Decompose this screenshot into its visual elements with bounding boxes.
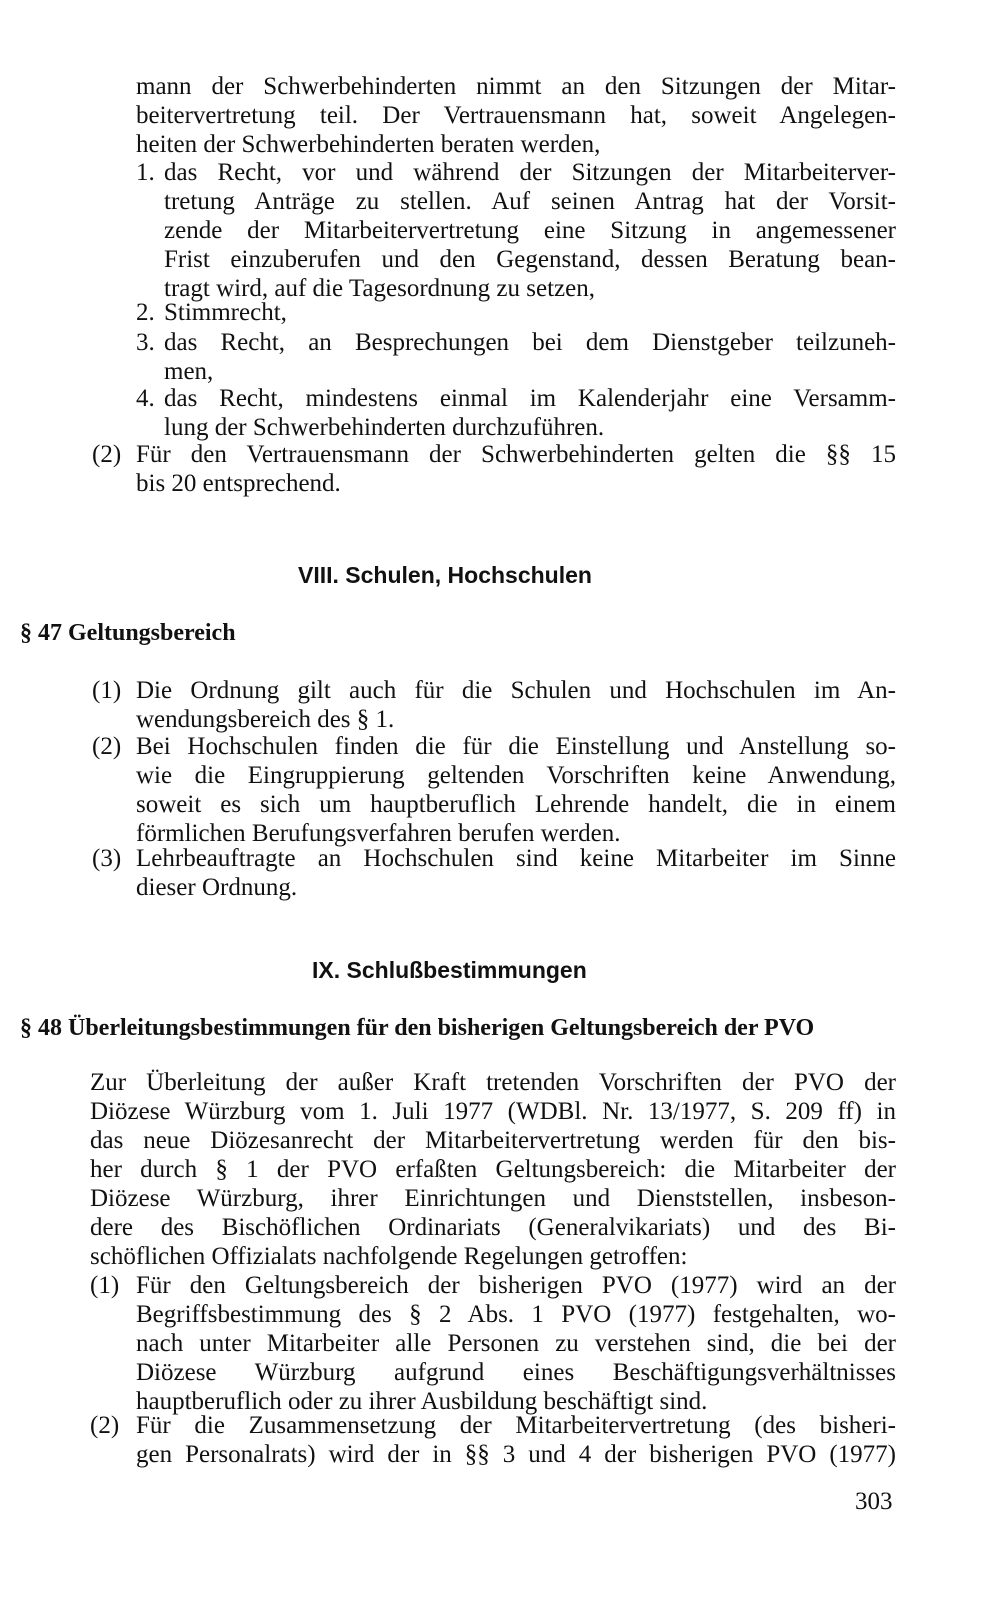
text-line: Für den Vertrauensmann der Schwerbehinderten gelten die §§ 15 [136,441,896,468]
item-number: 3. [136,329,155,356]
list-item [164,328,896,386]
list-item [164,158,896,303]
text-line: wendungsbereich des § 1. [136,706,395,733]
text-line: hauptberuflich oder zu ihrer Ausbildung beschäftigt sind. [136,1388,708,1415]
text-line: förmlichen Berufungsverfahren berufen werden. [136,820,621,847]
text-line: Stimmrecht, [164,299,287,326]
paragraph [136,1271,896,1416]
paragraph-number: (2) [92,441,122,468]
paragraph [136,844,896,902]
paragraph [90,1068,896,1271]
text-line: dere des Bischöflichen Ordinariats (Generalvikariats) und des Bi- [90,1214,896,1241]
text-line: das Recht, an Besprechungen bei dem Dienstgeber teilzuneh- [164,329,896,356]
intro-paragraph [136,72,896,159]
paragraph-number: (1) [92,677,122,704]
text-line: das Recht, vor und während der Sitzungen der Mitarbeiterver- [164,159,896,186]
paragraph [136,676,896,734]
list-item [164,384,896,442]
text-line: bis 20 entsprechend. [136,470,341,497]
text-line: Diözese Würzburg vom 1. Juli 1977 (WDBl. Nr. 13/1977, S. 209 ff) in [90,1098,896,1125]
text-line: dieser Ordnung. [136,874,298,901]
text-line: Frist einzuberufen und den Gegenstand, dessen Beratung bean- [164,246,896,273]
paragraph-title: § 47 Geltungsbereich [20,620,236,646]
text-line: Begriffsbestimmung des § 2 Abs. 1 PVO (1977) festgehalten, wo- [136,1301,896,1328]
paragraph-number: (1) [90,1272,120,1299]
text-line: schöflichen Offizialats nachfolgende Regelungen getroffen: [90,1243,688,1270]
text-line: wie die Eingruppierung geltenden Vorschriften keine Anwendung, [136,762,896,789]
text-line: tretung Anträge zu stellen. Auf seinen Antrag hat der Vorsit- [164,188,896,215]
text-line: das Recht, mindestens einmal im Kalenderjahr eine Versamm- [164,385,896,412]
text-line: mann der Schwerbehinderten nimmt an den Sitzungen der Mitar- [136,73,896,100]
list-item [164,298,896,327]
text-line: soweit es sich um hauptberuflich Lehrende handelt, die in einem [136,791,896,818]
text-line: heiten der Schwerbehinderten beraten werden, [136,131,601,158]
text-line: beitervertretung teil. Der Vertrauensmann hat, soweit Angelegen- [136,102,896,129]
text-line: gen Personalrats) wird der in §§ 3 und 4 der bisherigen PVO (1977) [136,1441,896,1468]
paragraph-number: (2) [90,1412,120,1439]
paragraph-number: (2) [92,733,122,760]
paragraph-number: (3) [92,845,122,872]
item-number: 1. [136,159,155,186]
text-line: nach unter Mitarbeiter alle Personen zu verstehen sind, die bei der [136,1330,896,1357]
text-line: Diözese Würzburg aufgrund eines Beschäftigungsverhältnisses [136,1359,896,1386]
text-line: Lehrbeauftragte an Hochschulen sind keine Mitarbeiter im Sinne [136,845,896,872]
text-line: men, [164,358,214,385]
text-line: zende der Mitarbeitervertretung eine Sitzung in angemessener [164,217,896,244]
text-line: tragt wird, auf die Tagesordnung zu setzen, [164,275,595,302]
item-number: 2. [136,299,155,326]
text-line: Zur Überleitung der außer Kraft tretenden Vorschriften der PVO der [90,1069,896,1096]
text-line: Für die Zusammensetzung der Mitarbeitervertretung (des bisheri- [136,1412,896,1439]
text-line: lung der Schwerbehinderten durchzuführen. [164,414,605,441]
text-line: Bei Hochschulen finden die für die Einstellung und Anstellung so- [136,733,896,760]
text-line: Für den Geltungsbereich der bisherigen PVO (1977) wird an der [136,1272,896,1299]
paragraph [136,1411,896,1469]
text-line: Die Ordnung gilt auch für die Schulen und Hochschulen im An- [136,677,896,704]
text-line: das neue Diözesanrecht der Mitarbeitervertretung werden für den bis- [90,1127,896,1154]
section-heading: VIII. Schulen, Hochschulen [298,562,592,588]
item-number: 4. [136,385,155,412]
section-heading: IX. Schlußbestimmungen [312,957,587,983]
paragraph [136,732,896,848]
paragraph [136,440,896,498]
text-line: Diözese Würzburg, ihrer Einrichtungen und Dienststellen, insbeson- [90,1185,896,1212]
page-number: 303 [855,1488,893,1515]
text-line: her durch § 1 der PVO erfaßten Geltungsbereich: die Mitarbeiter der [90,1156,896,1183]
paragraph-title: § 48 Überleitungsbestimmungen für den bisherigen Geltungsbereich der PVO [20,1015,815,1041]
